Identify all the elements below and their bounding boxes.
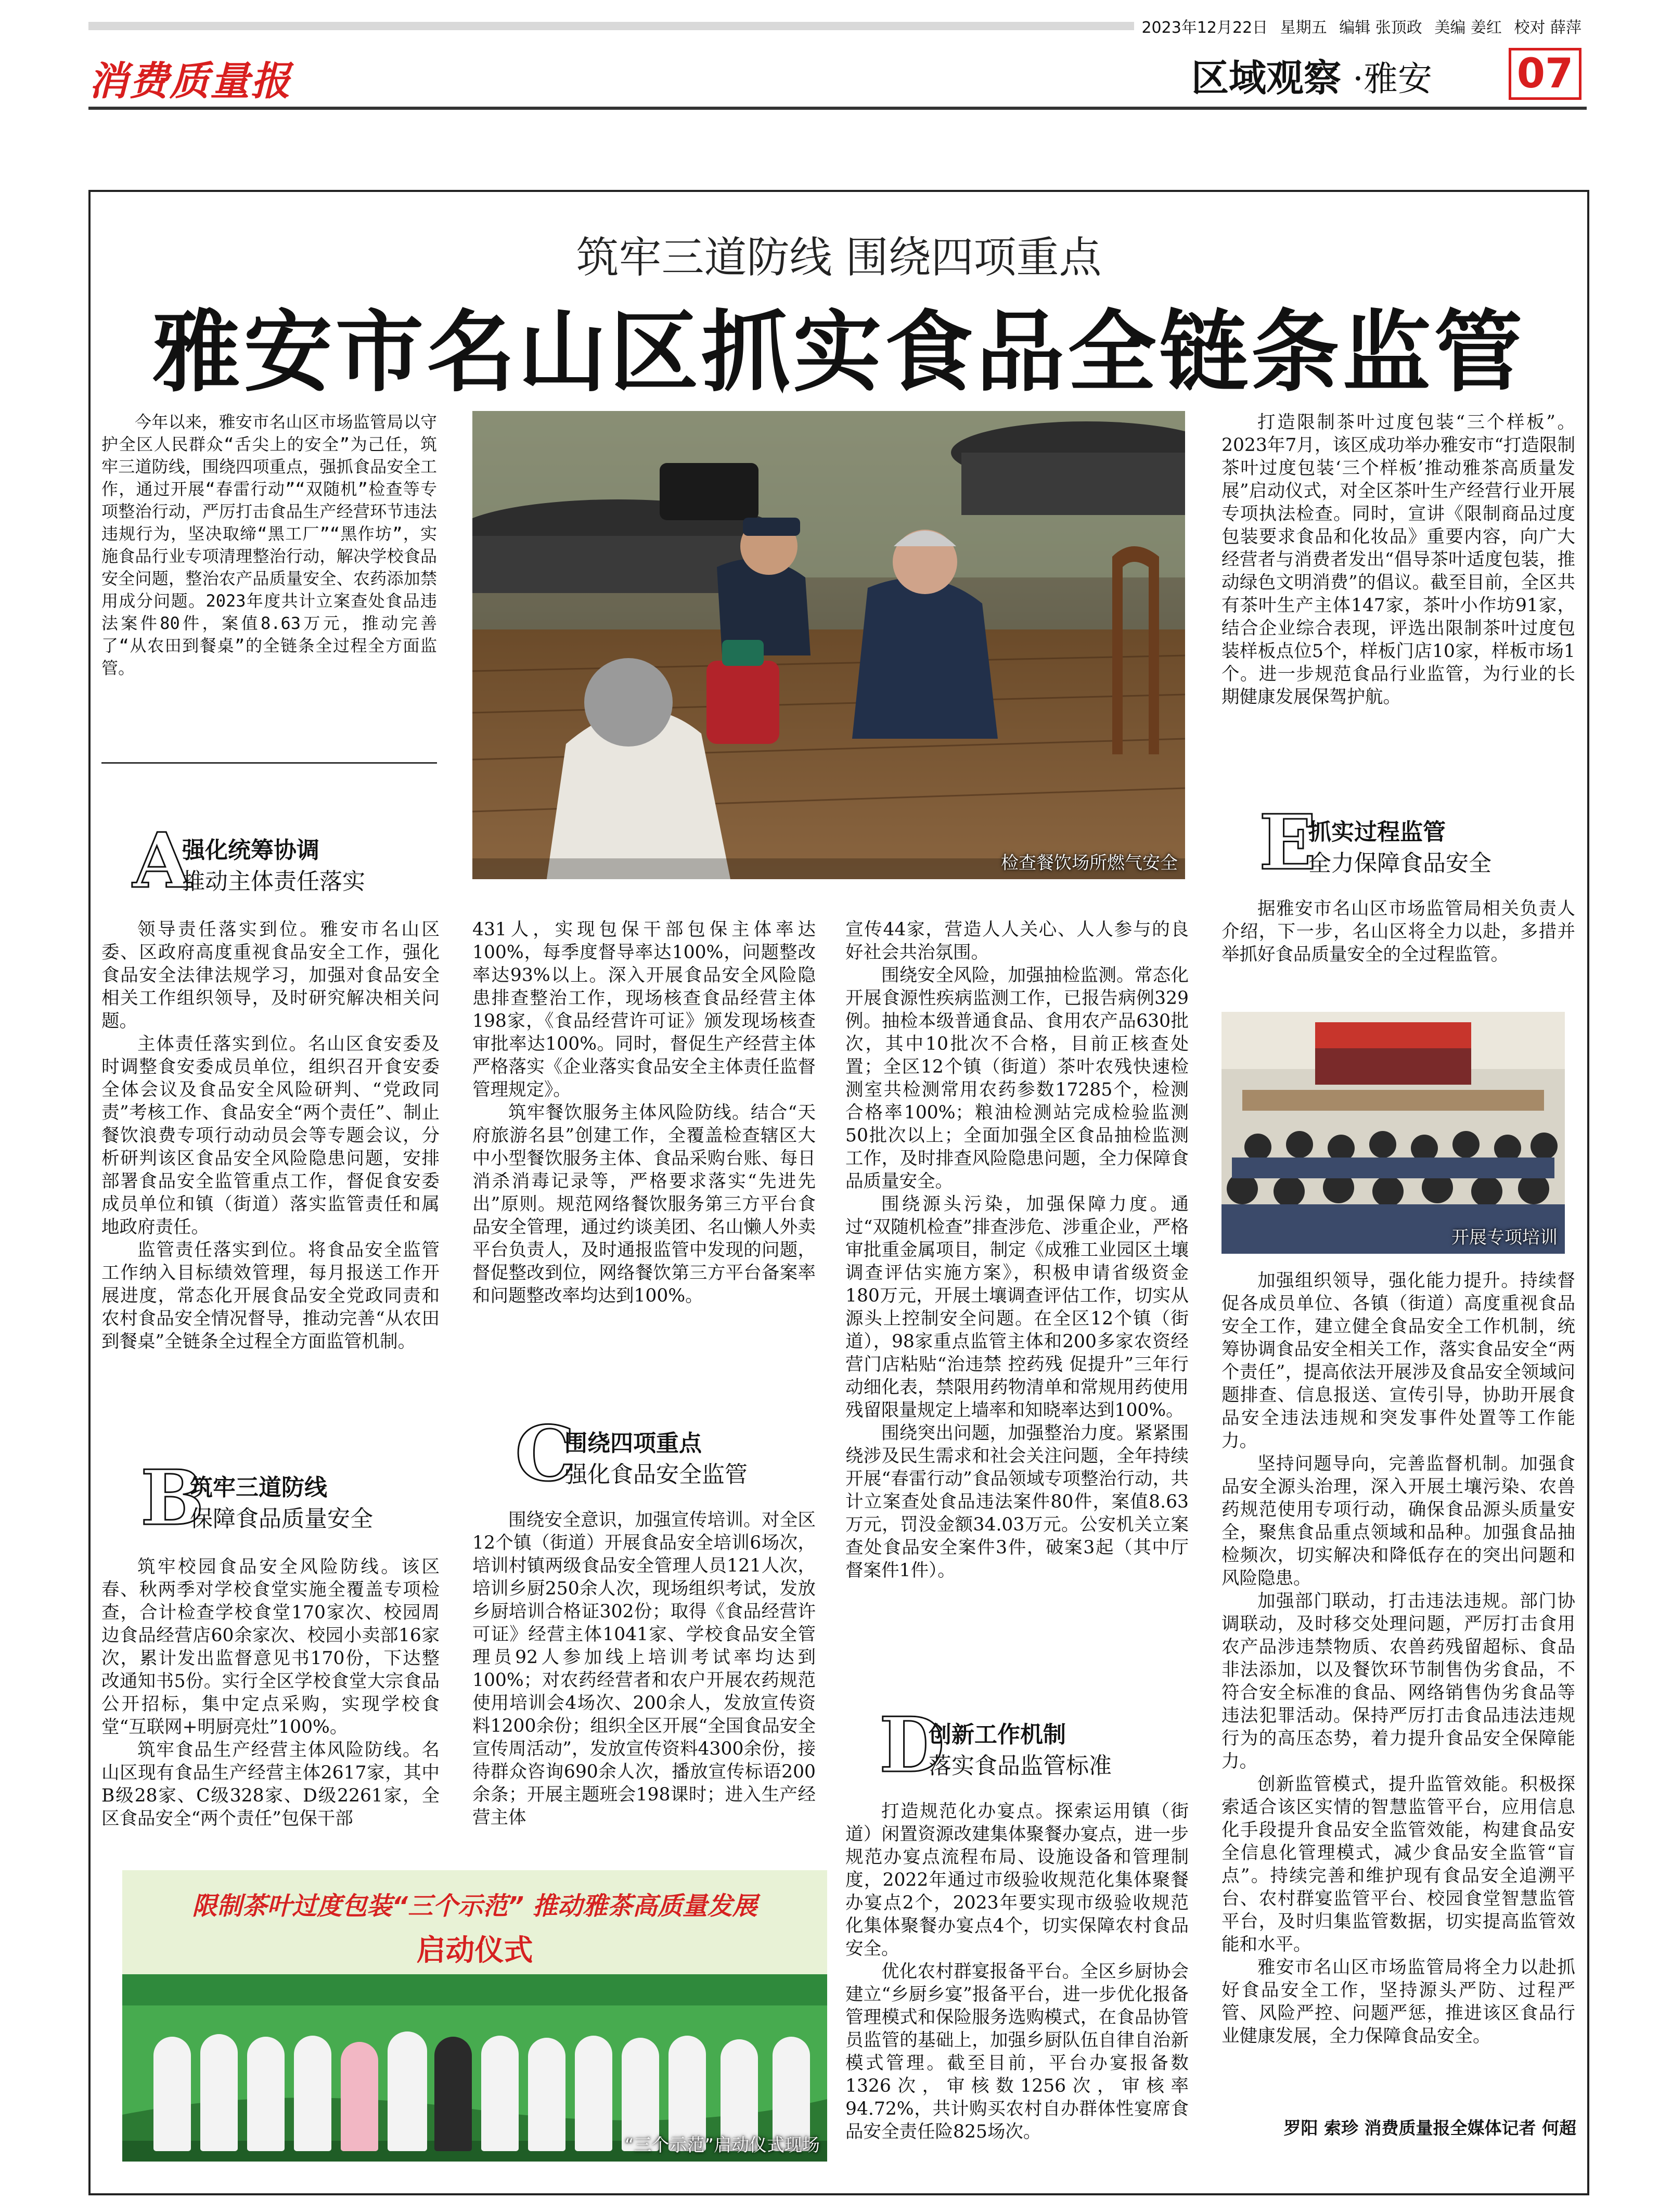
photo-launch-ceremony (122, 1870, 827, 2162)
attendee (153, 2037, 191, 2151)
section-title: 区域观察 (1191, 56, 1342, 100)
column-3-top (845, 918, 1189, 1582)
section-region: ·雅安 (1353, 59, 1432, 99)
banner-title-line2: 启动仪式 (416, 1934, 533, 1967)
header-bottom-rule (88, 107, 1587, 110)
article-lead: 今年以来，雅安市名山区市场监管局以守护全区人民群众“舌尖上的安全”为己任，筑牢三道防线，围绕四项重点，强抓食品安全工作，通过开展“春雷行动”“双随机”检查等专项整治行动，严厉打击食品生产经营环节违法违规行为，坚决取缔“黑工厂”“黑作坊”，实施食品行业专项清理整治行动，解决学校食品安全问题，整治农产品质量安全、农药添加禁用成分问题。2023年度共计立案查处食品违法案件80件，案值8.63万元，推动完善了“从农田到餐桌”的全链条全过程全方面监管。 (101, 412, 437, 678)
section-d-header (879, 1701, 1191, 1790)
paragraph: 筑牢食品生产经营主体风险防线。名山区现有食品生产经营主体2617家，其中B级28家、C级328家、D级2261家，全区食品安全“两个责任”包保干部 (101, 1740, 440, 1829)
section-title-sub: 保障食品质量安全 (190, 1506, 373, 1532)
column-4-top (1221, 411, 1575, 709)
issue-date: 2023年12月22日 (1141, 19, 1268, 37)
newspaper-masthead: 消费质量报 (88, 58, 291, 104)
column-3-section-d (845, 1800, 1189, 2143)
column-4-section-e-intro (1221, 897, 1575, 966)
paragraph: 围绕安全意识，加强宣传培训。对全区12个镇（街道）开展食品安全培训6场次，培训村镇两级食品安全管理人员121人次，培训乡厨250余人次，现场组织考试，发放乡厨培训合格证302份；取得《食品经营许可证》经营主体1041家、学校食品安全管理员92人参加线上培训考试率均达到100%；对农药经营者和农户开展农药规范使用培训会4场次、200余人，发放宣传资料1200余份；组织全区开展“全国食品安全宣传周活动”，发放宣传资料4300余份，接待群众咨询690余人次，播放宣传标语200余条；开展主题班会198课时；进入生产经营主体 (472, 1510, 816, 1828)
banner-title-line1: 限制茶叶过度包装“三个示范” 推动雅茶高质量发展 (192, 1892, 757, 1921)
gas-inspection-illustration (472, 411, 1185, 879)
section-title-sub: 全力保障食品安全 (1308, 850, 1491, 877)
lead-divider (101, 762, 437, 764)
photo-caption-launch: “三个示范”启动仪式现场 (624, 2135, 820, 2156)
photo-gas-safety-inspection (472, 411, 1185, 879)
column-2-section-c (472, 1509, 816, 1829)
section-title-main: 强化统筹协调 (182, 837, 319, 864)
section-title-main: 创新工作机制 (929, 1721, 1066, 1748)
attendee (434, 2037, 472, 2151)
section-c-header (515, 1410, 827, 1498)
header-top-rule (88, 22, 1134, 30)
column-1-section-b (101, 1555, 440, 1830)
column-4-section-e (1221, 1269, 1575, 2048)
section-title-sub: 强化食品安全监管 (564, 1461, 748, 1488)
issue-info (1134, 15, 1581, 37)
paragraph: 围绕突出问题，加强整治力度。紧紧围绕涉及民生需求和社会关注问题，全年持续开展“春雷行动”食品领域专项整治行动，共计立案查处食品违法案件80件，案值8.63万元，罚没金额34.03万元。公安机关立案查处食品安全案件3件，破案3起（其中厅督案件1件）。 (845, 1423, 1189, 1581)
editor-credit: 编辑 张顶政 (1339, 19, 1422, 37)
photo-caption-gas: 检查餐饮场所燃气安全 (1001, 853, 1178, 873)
section-letter: B (140, 1454, 204, 1542)
proofreader-credit: 校对 薛萍 (1514, 19, 1581, 37)
section-title-main: 围绕四项重点 (564, 1430, 702, 1457)
article-headline: 雅安市名山区抓实食品全链条监管 (152, 301, 1526, 404)
paragraph: 打造规范化办宴点。探索运用镇（街道）闲置资源改建集体聚餐办宴点，进一步规范办宴点流程布局、设施设备和管理制度，2022年通过市级验收规范化集体聚餐办宴点2个，2023年要实现市级验收规范化集体聚餐办宴点4个，切实保障农村食品安全。 (845, 1801, 1189, 1959)
paragraph: 围绕源头污染，加强保障力度。通过“双随机检查”排查涉危、涉重企业，严格审批重金属项目，制定《成雅工业园区土壤调查评估实施方案》，积极申请省级资金180万元，开展土壤调查评估工作，切实从源头上控制安全问题。在全区12个镇（街道），98家重点监管主体和200多家农资经营门店粘贴“治违禁 控药残 促提升”三年行动细化表，禁限用药物清单和常规用药使用残留限量规定上墙率和知晓率达到100%。 (845, 1194, 1189, 1421)
paragraph: 筑牢餐饮服务主体风险防线。结合“天府旅游名县”创建工作，全覆盖检查辖区大中小型餐饮服务主体、食品采购台账、每日消杀消毒记录等，严格要求落实“先进先出”原则。规范网络餐饮服务第三方平台食品安全管理，通过约谈美团、名山懒人外卖平台负责人，及时通报监管中发现的问题，督促整改到位，网络餐饮第三方平台备案率和问题整改率均达到100%。 (472, 1102, 816, 1306)
issue-weekday: 星期五 (1280, 19, 1327, 37)
paragraph: 监管责任落实到位。将食品安全监管工作纳入目标绩效管理，每月报送工作开展进度，常态化开展食品安全党政同责和农村食品安全情况督导，推动完善“从农田到餐桌”全链条全过程全方面监管机制。 (101, 1240, 440, 1352)
section-letter: C (515, 1410, 575, 1498)
attendee (575, 2036, 612, 2151)
paragraph: 筑牢校园食品安全风险防线。该区春、秋两季对学校食堂实施全覆盖专项检查，合计检查学校食堂170家次、校园周边食品经营店60余家次、校园小卖部16家次，累计发出监督意见书170份，下达整改通知书5份。实行全区学校食堂大宗食品公开招标，集中定点采购，实现学校食堂“互联网+明厨亮灶”100%。 (101, 1557, 440, 1738)
section-title-sub: 推动主体责任落实 (182, 868, 365, 895)
attendee (341, 2042, 378, 2151)
page-number: 07 (1509, 48, 1581, 100)
paragraph: 领导责任落实到位。雅安市名山区委、区政府高度重视食品安全工作，强化食品安全法律法规学习，加强对食品安全相关工作组织领导，及时研究解决相关问题。 (101, 919, 440, 1032)
paragraph: 主体责任落实到位。名山区食安委及时调整食安委成员单位，组织召开食安委全体会议及食品安全风险研判、“党政同责”考核工作、食品安全“两个责任”、制止餐饮浪费专项行动动员会等专题会议，分析研判该区食品安全风险隐患问题，安排部署食品安全监管重点工作，督促食安委成员单位和镇（街道）落实监管责任和属地政府责任。 (101, 1034, 440, 1238)
paragraph: 坚持问题导向，完善监督机制。加强食品安全源头治理，深入开展土壤污染、农兽药规范使用专项行动，确保食品源头质量安全，聚焦食品重点领域和品种。加强食品抽检频次，切实解决和降低存在的突出问题和风险隐患。 (1221, 1454, 1575, 1589)
section-title-main: 抓实过程监管 (1308, 819, 1446, 845)
section-letter: A (133, 817, 191, 905)
section-b-header (140, 1454, 453, 1542)
paragraph: 据雅安市名山区市场监管局相关负责人介绍，下一步，名山区将全力以赴，多措并举抓好食品质量安全的全过程监管。 (1221, 898, 1575, 965)
section-letter: E (1259, 799, 1317, 887)
section-a-header (133, 817, 445, 905)
paragraph: 加强组织领导，强化能力提升。持续督促各成员单位、各镇（街道）高度重视食品安全工作，建立健全食品安全工作机制，统筹协调食品安全相关工作，落实食品安全“两个责任”，提高依法开展涉及食品安全领域问题排查、信息报送、宣传引导，协助开展食品安全违法违规和突发事件处置等工作能力。 (1221, 1270, 1575, 1451)
paragraph: 431人，实现包保干部包保主体率达100%，每季度督导率达100%，问题整改率达93%以上。深入开展食品安全风险隐患排查整治工作，现场核查食品经营主体198家，《食品经营许可证》颁发现场核查审批率达100%。同时，督促生产经营主体严格落实《企业落实食品安全主体责任监督管理规定》。 (472, 919, 816, 1100)
paragraph: 优化农村群宴报备平台。全区乡厨协会建立“乡厨乡宴”报备平台，进一步优化报备管理模式和保险服务选购模式，在食品协管员监管的基础上，加强乡厨队伍自律自治新模式管理。截至目前，平台办宴报备数1326次，审核数1256次，审核率94.72%，共计购买农村自办群体性宴席食品安全责任险825场次。 (845, 1961, 1189, 2142)
column-2-top (472, 918, 816, 1307)
paragraph: 围绕安全风险，加强抽检监测。常态化开展食源性疾病监测工作，已报告病例329例。抽检本级普通食品、食用农产品630批次，其中10批次不合格，目前正核查处置；全区12个镇（街道）茶叶农残快速检测室共检测常用农药参数17285个，检测合格率100%；粮油检测站完成检验监测50批次以上；全面加强全区食品抽检监测工作，及时排查风险隐患问题，全力保障食品质量安全。 (845, 965, 1189, 1192)
section-e-header (1259, 799, 1571, 887)
paragraph: 雅安市名山区市场监管局将全力以赴抓好食品安全工作，坚持源头严防、过程严管、风险严控、问题严惩，推进该区食品行业健康发展，全力保障食品安全。 (1221, 1957, 1575, 2047)
photo-caption-training: 开展专项培训 (1451, 1227, 1558, 1248)
attendee (294, 2036, 331, 2151)
article-kicker: 筑牢三道防线 围绕四项重点 (576, 233, 1102, 282)
section-letter: D (879, 1701, 945, 1790)
attendee (200, 2034, 238, 2151)
paragraph: 打造限制茶叶过度包装“三个样板”。2023年7月，该区成功举办雅安市“打造限制茶叶过度包装‘三个样板’推动雅茶高质量发展”启动仪式，对全区茶叶生产经营行业开展专项执法检查。同时，宣讲《限制商品过度包装要求食品和化妆品》重要内容，向广大经营者与消费者发出“倡导茶叶适度包装，推动绿色文明消费”的倡议。截至目前，全区共有茶叶生产主体147家，茶叶小作坊91家，结合企业综合表现，评选出限制茶叶过度包装样板点位5个，样板门店10家，样板市场1个。进一步规范食品行业监管，为行业的长期健康发展保驾护航。 (1221, 412, 1575, 708)
section-title-main: 筑牢三道防线 (190, 1474, 327, 1501)
photo-special-training (1221, 1012, 1565, 1254)
column-1-section-a (101, 918, 440, 1353)
paragraph: 宣传44家，营造人人关心、人人参与的良好社会共治氛围。 (845, 919, 1189, 963)
designer-credit: 美编 姜红 (1434, 19, 1502, 37)
attendee (481, 2036, 519, 2151)
attendee (388, 2031, 427, 2151)
training-illustration (1221, 1012, 1565, 1254)
attendee (247, 2037, 285, 2151)
article-byline: 罗阳 索珍 消费质量报全媒体记者 何超 (1283, 2118, 1576, 2138)
paragraph: 创新监管模式，提升监管效能。积极探索适合该区实情的智慧监管平台，应用信息化手段提升食品安全监管效能，构建食品安全信息化管理模式，减少食品安全监管“盲点”。持续完善和维护现有食品安全追溯平台、农村群宴监管平台、校园食堂智慧监管平台，及时归集监管数据，切实提高监管效能和水平。 (1221, 1774, 1575, 1955)
attendee (528, 2038, 565, 2151)
paragraph: 加强部门联动，打击违法违规。部门协调联动，及时移交处理问题，严厉打击食用农产品涉违禁物质、农兽药残留超标、食品非法添加，以及餐饮环节制售伪劣食品，不符合安全标准的食品、网络销售伪劣食品等违法犯罪活动。保持严厉打击食品违法违规行为的高压态势，着力提升食品安全保障能力。 (1221, 1591, 1575, 1772)
section-title-sub: 落实食品监管标准 (929, 1753, 1112, 1779)
